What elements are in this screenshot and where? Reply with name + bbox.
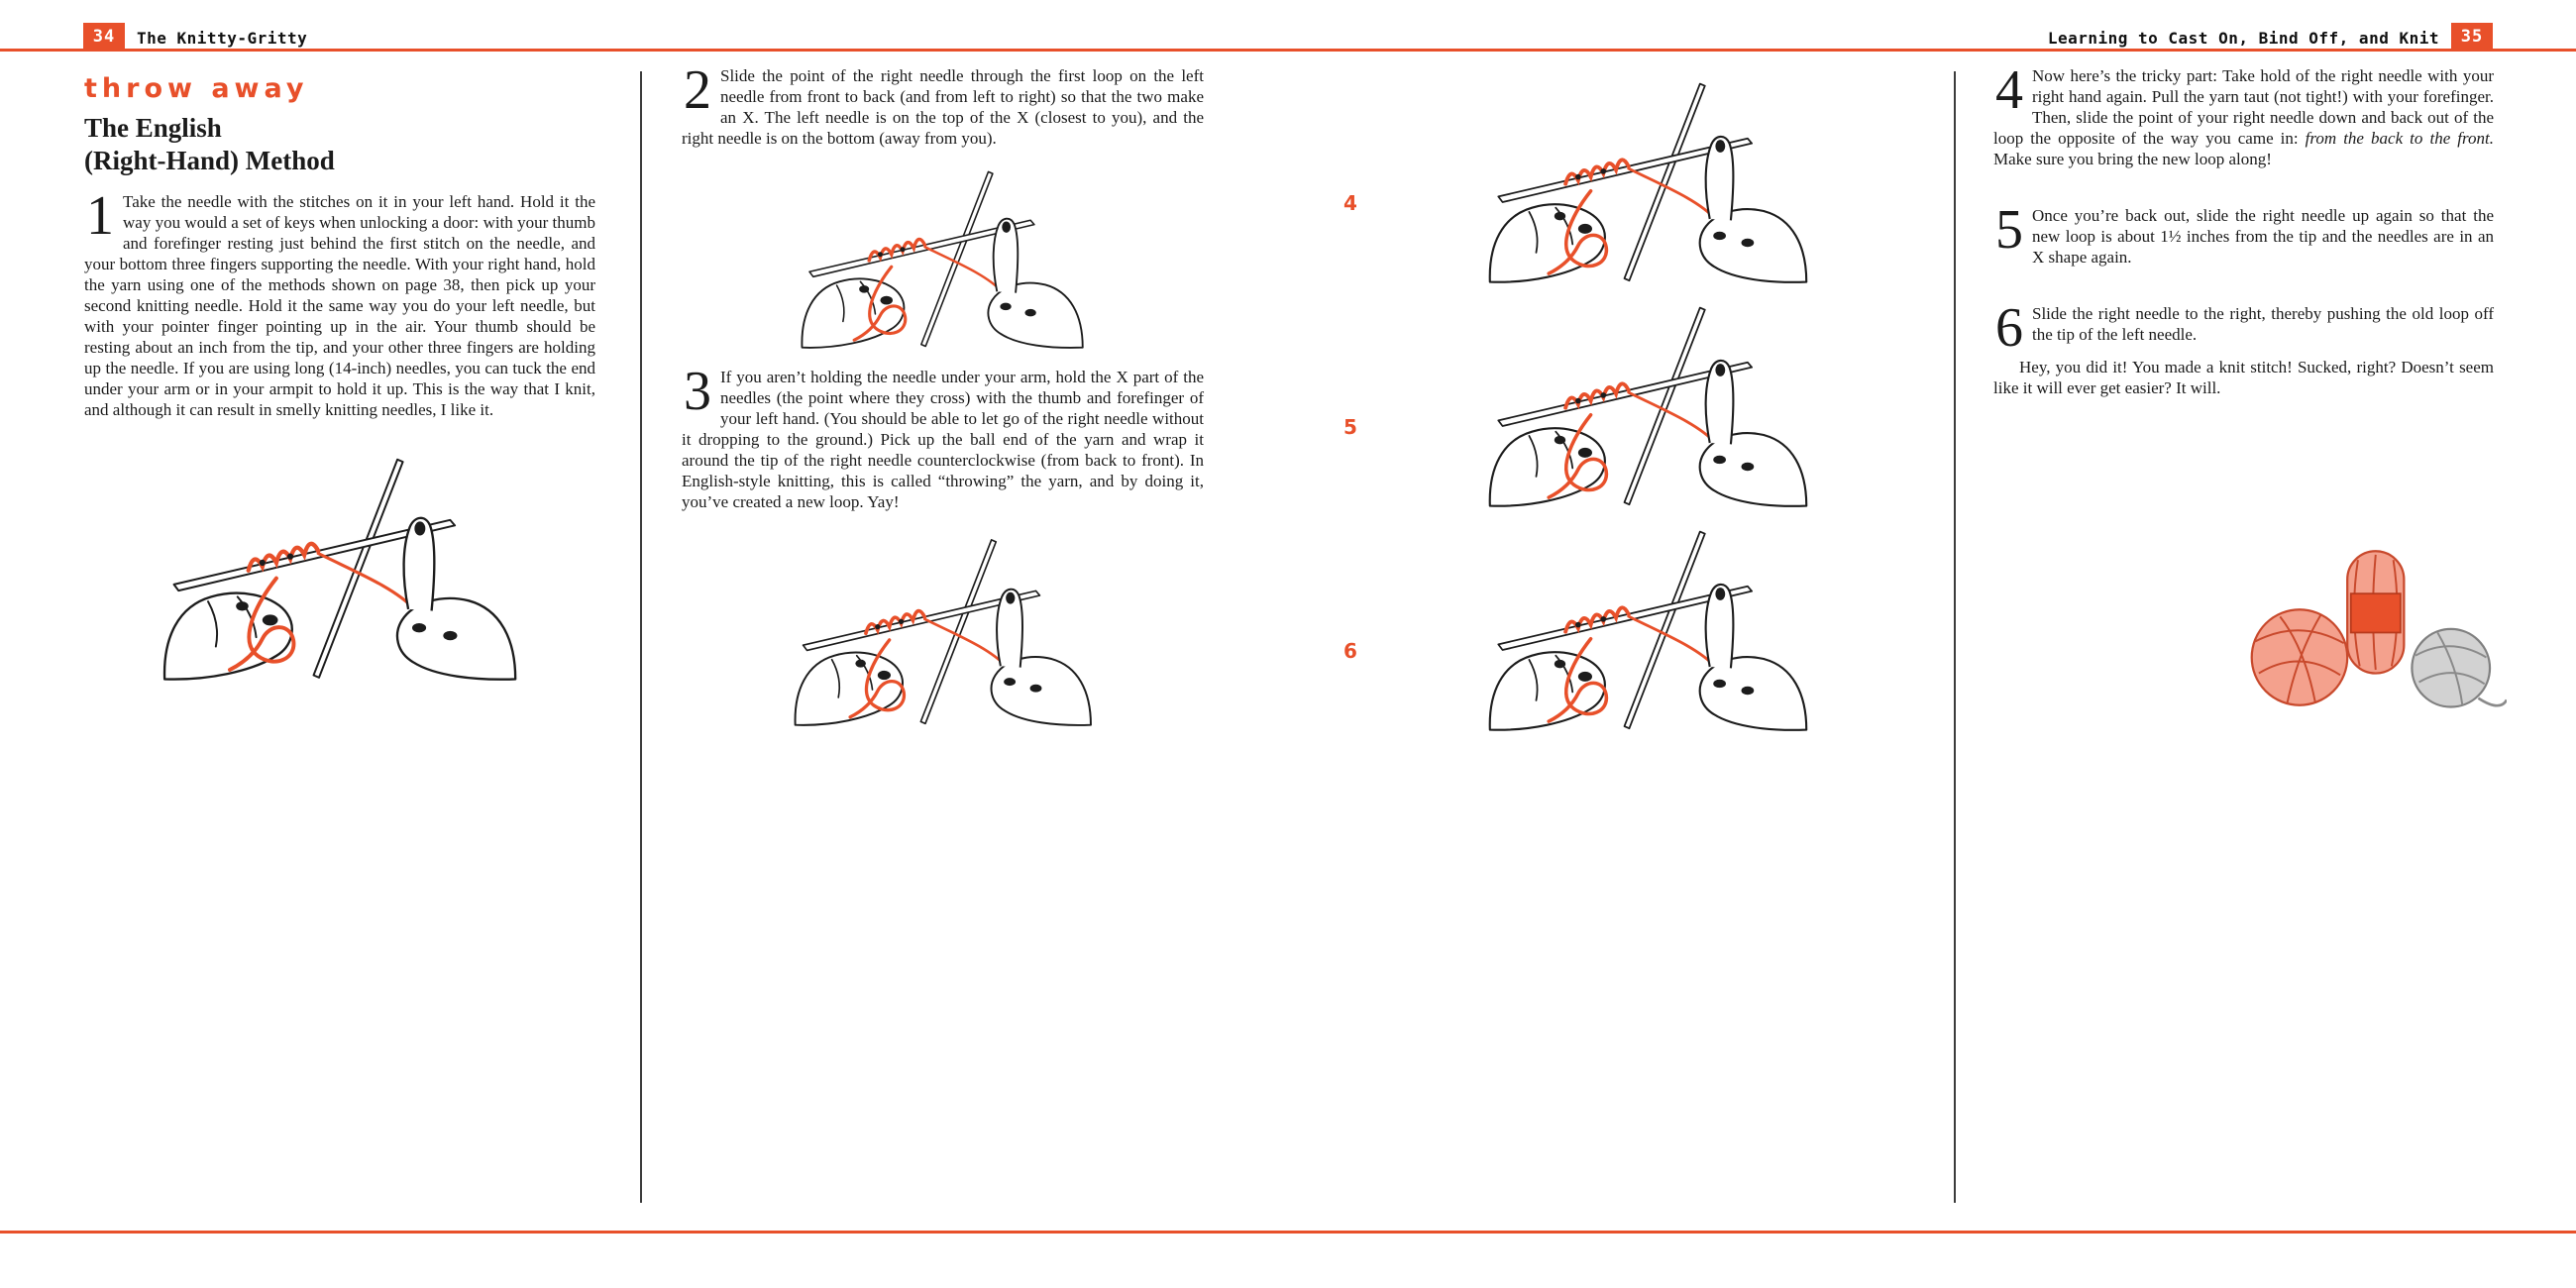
step-6-text: Slide the right needle to the right, thereby pushing the old loop off the tip of the left needle. [2032, 304, 2494, 344]
knitting-hands-illustration-step-5 [1379, 297, 1918, 507]
step-6-number: 6 [1995, 297, 2023, 359]
closing-paragraph: Hey, you did it! You made a knit stitch! Sucked, right? Doesn’t seem like it will ever get easier? It will. [1993, 358, 2494, 397]
step-1-paragraph [84, 185, 595, 420]
top-rule [0, 49, 2576, 52]
figure-label-5: 5 [1343, 415, 1357, 439]
page-number-right: 35 [2451, 23, 2493, 50]
right-page-text-column [1993, 59, 2494, 398]
working-yarn-strand [318, 554, 414, 609]
left-hand [1490, 652, 1605, 729]
left-hand [803, 278, 905, 348]
knitting-hands-illustration-step-3 [682, 530, 1204, 726]
yarn-tail [2478, 698, 2507, 706]
figure-row-5 [1343, 297, 1918, 507]
knitting-hands-drawing [1487, 521, 1809, 731]
working-yarn-strand [925, 247, 1003, 291]
step-6-paragraph [1993, 297, 2494, 359]
bottom-rule [0, 1231, 2576, 1234]
right-hand [1700, 137, 1807, 282]
figure-row-6 [1343, 521, 1918, 731]
right-hand [991, 590, 1090, 725]
left-hand [164, 593, 292, 680]
step-4-text-start: Now here’s the tricky part: Take hold of the right needle with your right hand again. Pull the yarn taut (not tight!) with your forefinger. Then, slide the point of your right needle down and back out of the loop the opposite of the way you came in: [1993, 66, 2494, 148]
knitting-hands-drawing [793, 530, 1094, 726]
figure-label-4: 4 [1343, 191, 1357, 215]
left-hand [795, 653, 902, 725]
right-needle [1625, 532, 1705, 729]
section-kicker: throw away [84, 73, 309, 104]
yarn-ball-pink [2252, 609, 2347, 704]
left-hand [1490, 204, 1605, 281]
working-yarn-strand [1629, 168, 1716, 219]
step-2-number: 2 [684, 59, 711, 121]
right-needle [313, 460, 402, 678]
running-title-right: Learning to Cast On, Bind Off, and Knit [2047, 29, 2439, 48]
yarn-balls-illustration [2241, 543, 2507, 713]
right-needle [1625, 308, 1705, 505]
right-hand [989, 219, 1083, 348]
column-divider-right-page [1954, 71, 1956, 1203]
left-page-column-2 [682, 59, 1204, 726]
knitting-hands-illustration-step-4 [1379, 73, 1918, 283]
knitting-hands-drawing [1487, 297, 1809, 507]
step-4-text-italic: from the back to the front. [2305, 129, 2494, 148]
running-title-left: The Knitty-Gritty [137, 29, 308, 48]
page-number-left: 34 [83, 23, 125, 50]
step-3-paragraph [682, 361, 1204, 512]
yarn-skein [2347, 551, 2404, 673]
step-4-text-end: Make sure you bring the new loop along! [1993, 150, 2272, 168]
right-hand [1700, 361, 1807, 506]
step-2-paragraph [682, 59, 1204, 149]
step-3-number: 3 [684, 361, 711, 422]
skein-label-band [2351, 593, 2401, 632]
knitting-hands-illustration-step-1 [84, 448, 595, 681]
figure-label-6: 6 [1343, 639, 1357, 663]
right-hand [1700, 585, 1807, 730]
step-1-text: Take the needle with the stitches on it in your left hand. Hold it the way you would a set of keys when unlocking a door: with your thumb and forefinger resting just behind the first stitch on the needle, and your bottom three fingers supporting the needle. With your right hand, hold the yarn using one of the methods shown on page 38, then pick up your second knitting needle. Hold it the same way you do your left needle, but with your pointer finger pointing up in the air. Your thumb should be resting about an inch from the tip, and your other three fingers are holding up the needle. If you are using long (14-inch) needles, you can tuck the end under your arm or in your armpit to hold it up. This is the way that I knit, and although it can result in smelly knitting needles, I like it. [84, 192, 595, 419]
working-yarn-strand [924, 619, 1006, 667]
column-divider-left-page [640, 71, 642, 1203]
working-yarn-strand [1629, 616, 1716, 667]
right-page-figure-column [1343, 73, 1918, 745]
right-needle [920, 540, 996, 723]
yarn-balls-drawing [2241, 543, 2507, 713]
left-page-column-1 [84, 73, 595, 681]
step-1-number: 1 [86, 185, 114, 247]
knitting-hands-drawing [161, 448, 518, 681]
section-title [84, 112, 595, 177]
right-needle [1625, 84, 1705, 281]
step-5-paragraph [1993, 199, 2494, 268]
knitting-hands-drawing [800, 162, 1085, 349]
working-yarn-strand [1629, 392, 1716, 443]
left-hand [1490, 428, 1605, 505]
right-needle [921, 171, 993, 346]
figure-row-4 [1343, 73, 1918, 283]
step-3-text: If you aren’t holding the needle under your arm, hold the X part of the needles (the point where they cross) with the thumb and forefinger of your left hand. (You should be able to let go of the right needle without it dropping to the ground.) Pick up the ball end of the yarn and wrap it around the tip of the right needle counterclockwise (from back to front). In English-style knitting, this is called “throwing” the yarn, and by doing it, you’ve created a new loop. Yay! [682, 368, 1204, 511]
right-hand [397, 518, 515, 680]
step-5-text: Once you’re back out, slide the right needle up again so that the new loop is about 1½ inches from the tip and the needles are in an X shape again. [2032, 206, 2494, 267]
step-5-number: 5 [1995, 199, 2023, 261]
step-4-number: 4 [1995, 59, 2023, 121]
step-4-paragraph [1993, 59, 2494, 169]
yarn-ball-gray [2412, 629, 2507, 707]
knitting-hands-drawing [1487, 73, 1809, 283]
knitting-hands-illustration-step-6 [1379, 521, 1918, 731]
step-2-text: Slide the point of the right needle through the first loop on the left needle from front to back (and from left to right) so that the two make an X. The left needle is on the top of the X (closest to you), and the right needle is on the bottom (away from you). [682, 66, 1204, 148]
section-title-line1: The English [84, 113, 222, 143]
section-title-line2: (Right-Hand) Method [84, 146, 335, 175]
knitting-hands-illustration-step-2 [682, 162, 1204, 349]
